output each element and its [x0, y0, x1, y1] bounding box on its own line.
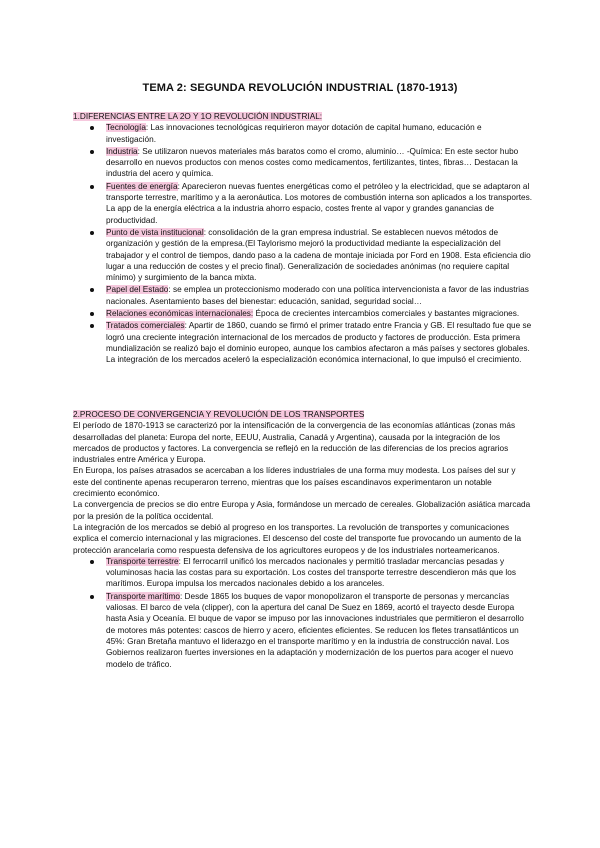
item-term: Papel del Estado: [106, 285, 169, 295]
item-text: : Desde 1865 los buques de vapor monopolizaron el transporte de personas y mercancías valiosas. El barco de vela (clipper), con la apertura del canal De Suez en 1869, acortó el trayecto desde Europa hasta Asia y Oceanía. El buque de vapor se impuso por las innovaciones industriales que permitieron el desarrollo de motores más potentes: cascos de hierro y acero, eficientes eficientes. Se reducen los fletes transatlánticos un 45%: Gran Bretaña mantuvo el liderazgo en el transporte marítimo y en la industria de construcción naval. Los Gobiernos realizaron fuertes inversiones en la adaptación y modernización de los puertos para acoger el nuevo modelo de tráfico.: [106, 591, 524, 669]
transport-list: [73, 556, 533, 670]
list-item: [106, 308, 533, 319]
item-term: Transporte terrestre: [106, 556, 179, 566]
list-item: [106, 320, 533, 365]
item-text: : Las innovaciones tecnológicas requirieron mayor dotación de capital humano, educación e investigación.: [106, 123, 482, 144]
item-text: : Aparecieron nuevas fuentes energéticas como el petróleo y la electricidad, que se adaptaron al transporte terrestre, marítimo y a la aeronáutica. Los motores de combustión interna son aplicados a los transportes. La app de la energía eléctrica a la industria ahorro espacio, costes frente al vapor y grandes ganancias de productividad.: [106, 181, 533, 225]
list-item: [106, 122, 533, 145]
item-term: Fuentes de energía: [106, 181, 178, 191]
paragraph: En Europa, los países atrasados se acercaban a los líderes industriales de una forma muy modesta. Los países del sur y este del continente apenas recuperaron terreno, mientras que los países escandinavos experimentaron un notable crecimiento económico.: [73, 466, 516, 499]
list-item: [106, 181, 533, 226]
item-text: Época de crecientes intercambios comerciales y bastantes migraciones.: [253, 309, 520, 319]
item-text: : El ferrocarril unificó los mercados nacionales y permitió trasladar mercancías pesadas y voluminosas hacia las costas para su exportación. Los costes del transporte terrestre descendieron más que los marítimos. Europa impulsa los mercados nacionales debido a los aranceles.: [106, 556, 516, 589]
item-text: : Se utilizaron nuevos materiales más baratos como el cromo, aluminio… -Química: En este sector hubo desarrollo en nuevos productos con menos costes como medicamentos, fertilizantes, tintes, fibras… Destacan la industria del acero y química.: [106, 146, 519, 179]
section-convergence: [73, 409, 533, 671]
paragraph: El período de 1870-1913 se caracterizó por la intensificación de la convergencia de las economías atlánticas (zonas más desarrolladas del planeta: Europa del norte, EEUU, Australia, Canadá y Argentina), causada por la integración de los mercados de productos y factores. La convergencia se reflejó en la reducción de las diferencias de los precios agrarios industriales entre América y Europa.: [73, 421, 516, 465]
list-item: [106, 556, 533, 590]
list-item: [106, 284, 533, 307]
paragraph: La integración de los mercados se debió al progreso en los transportes. La revolución de transportes y comunicaciones explica el comercio internacional y las migraciones. El descenso del coste del transporte fue provocando un aumento de la protección arancelaria como respuesta defensiva de los agricultores europeos y de los industriales norteamericanos.: [73, 522, 522, 555]
section-heading: 1.DIFERENCIAS ENTRE LA 2O Y 1O REVOLUCIÓN INDUSTRIAL:: [73, 112, 323, 121]
item-term: Punto de vista institucional: [106, 227, 204, 237]
list-item: [106, 591, 533, 670]
paragraph: La convergencia de precios se dio entre Europa y Asia, formándose un mercado de cereales. Globalización asiática marcada por la presión de la política occidental.: [73, 500, 531, 521]
item-term: Transporte marítimo: [106, 591, 180, 601]
item-text: : consolidación de la gran empresa industrial. Se establecen nuevos métodos de organización y gestión de la empresa.(El Taylorismo mejoró la productividad mediante la especialización del trabajador y el control de tiempos, dando paso a la cadena de montaje iniciada por Ford en 1908. Esta eficiencia dio lugar a una reducción de costes y el precio final). Generalización de sociedades anónimas (no requiere capital mínimo) y surgimiento de la banca mixta.: [106, 227, 531, 283]
section-heading: 2.PROCESO DE CONVERGENCIA Y REVOLUCIÓN DE LOS TRANSPORTES: [73, 410, 365, 419]
list-item: [106, 146, 533, 180]
item-text: : se emplea un proteccionismo moderado con una política intervencionista a favor de las industrias nacionales. Asentamiento bases del bienestar: educación, sanidad, seguridad social…: [106, 285, 529, 306]
item-term: Tecnología: [106, 123, 146, 133]
item-term: Industria: [106, 146, 138, 156]
page-title: TEMA 2: SEGUNDA REVOLUCIÓN INDUSTRIAL (1870-1913): [142, 82, 458, 94]
differences-list: [73, 122, 533, 365]
item-term: Tratados comerciales: [106, 321, 185, 331]
item-term: Relaciones económicas internacionales:: [106, 309, 254, 319]
item-text: : Apartir de 1860, cuando se firmó el primer tratado entre Francia y GB. El resultado fue que se logró una creciente integración internacional de los mercados de producto y factores de producción. Esta primera mundialización se realizó bajo el dominio europeo, aunque los cambios afectaron a más países y sectores globales. La integración de los mercados aceleró la especialización económica internacional, lo que impulsó el crecimiento.: [106, 321, 532, 365]
list-item: [106, 227, 533, 283]
section-differences: [73, 111, 533, 367]
